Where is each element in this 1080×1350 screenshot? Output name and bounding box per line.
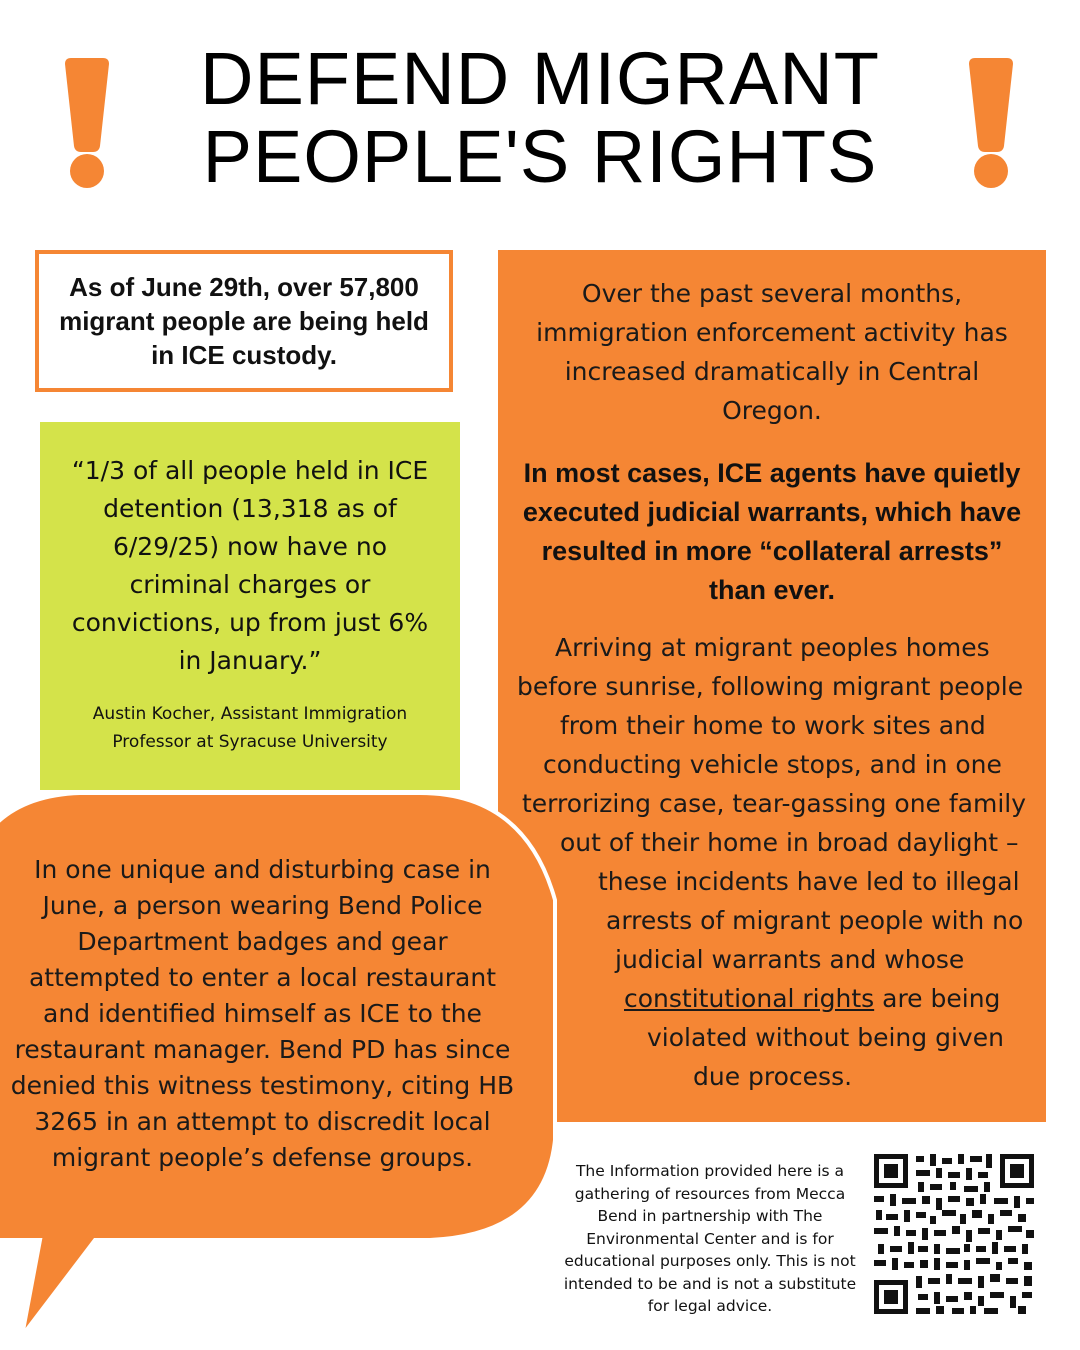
disclaimer-text: The Information provided here is a gathering of resources from Mecca Bend in partnership with The Environmental Center and is for educational purposes only. This is not intended to be and is not a substitute for legal advice. [563, 1162, 857, 1315]
incidents-line: terrorizing case, tear-gassing one family [522, 789, 1027, 818]
incidents-line: due process. [693, 1062, 853, 1091]
title-line-1: DEFEND MIGRANT [200, 37, 880, 120]
incidents-line: arrests of migrant people with no [606, 906, 1024, 935]
incidents-line: violated without being given [647, 1023, 1004, 1052]
constitutional-rights-link[interactable]: constitutional rights [624, 984, 875, 1013]
incidents-text [505, 628, 1045, 1096]
incidents-line: judicial warrants and whose [615, 945, 965, 974]
incidents-line: out of their home in broad daylight – [560, 828, 1019, 857]
incidents-line: from their home to work sites and [560, 711, 986, 740]
warrants-statement: In most cases, ICE agents have quietly executed judicial warrants, which have resulted in more “collateral arrests” than ever. [522, 458, 1022, 605]
quote-text: “1/3 of all people held in ICE detention (13,318 as of 6/29/25) now have no criminal charges or convictions, up from just 6% in January.” [71, 456, 429, 675]
intro-text: Over the past several months, immigration enforcement activity has increased dramatically in Central Oregon. [536, 279, 1008, 425]
custody-stat-text: As of June 29th, over 57,800 migrant people are being held in ICE custody. [59, 272, 429, 370]
incidents-line: are being [874, 984, 1001, 1013]
title-line-2: PEOPLE'S RIGHTS [202, 115, 878, 198]
incidents-line: conducting vehicle stops, and in one [543, 750, 1002, 779]
incidents-line: before sunrise, following migrant people [517, 672, 1024, 701]
qr-code-icon[interactable] [872, 1152, 1036, 1316]
incidents-line: Arriving at migrant peoples homes [555, 633, 990, 662]
incidents-line: these incidents have led to illegal [598, 867, 1020, 896]
quote-attribution: Austin Kocher, Assistant Immigration Professor at Syracuse University [92, 704, 408, 752]
bubble-text: In one unique and disturbing case in June, a person wearing Bend Police Department badges and gear attempted to enter a local restaurant and identified himself as ICE to the restaurant manager. Bend PD has since denied this witness testimony, citing HB 3265 in an attempt to discredit local migrant people’s defense groups. [10, 855, 515, 1172]
